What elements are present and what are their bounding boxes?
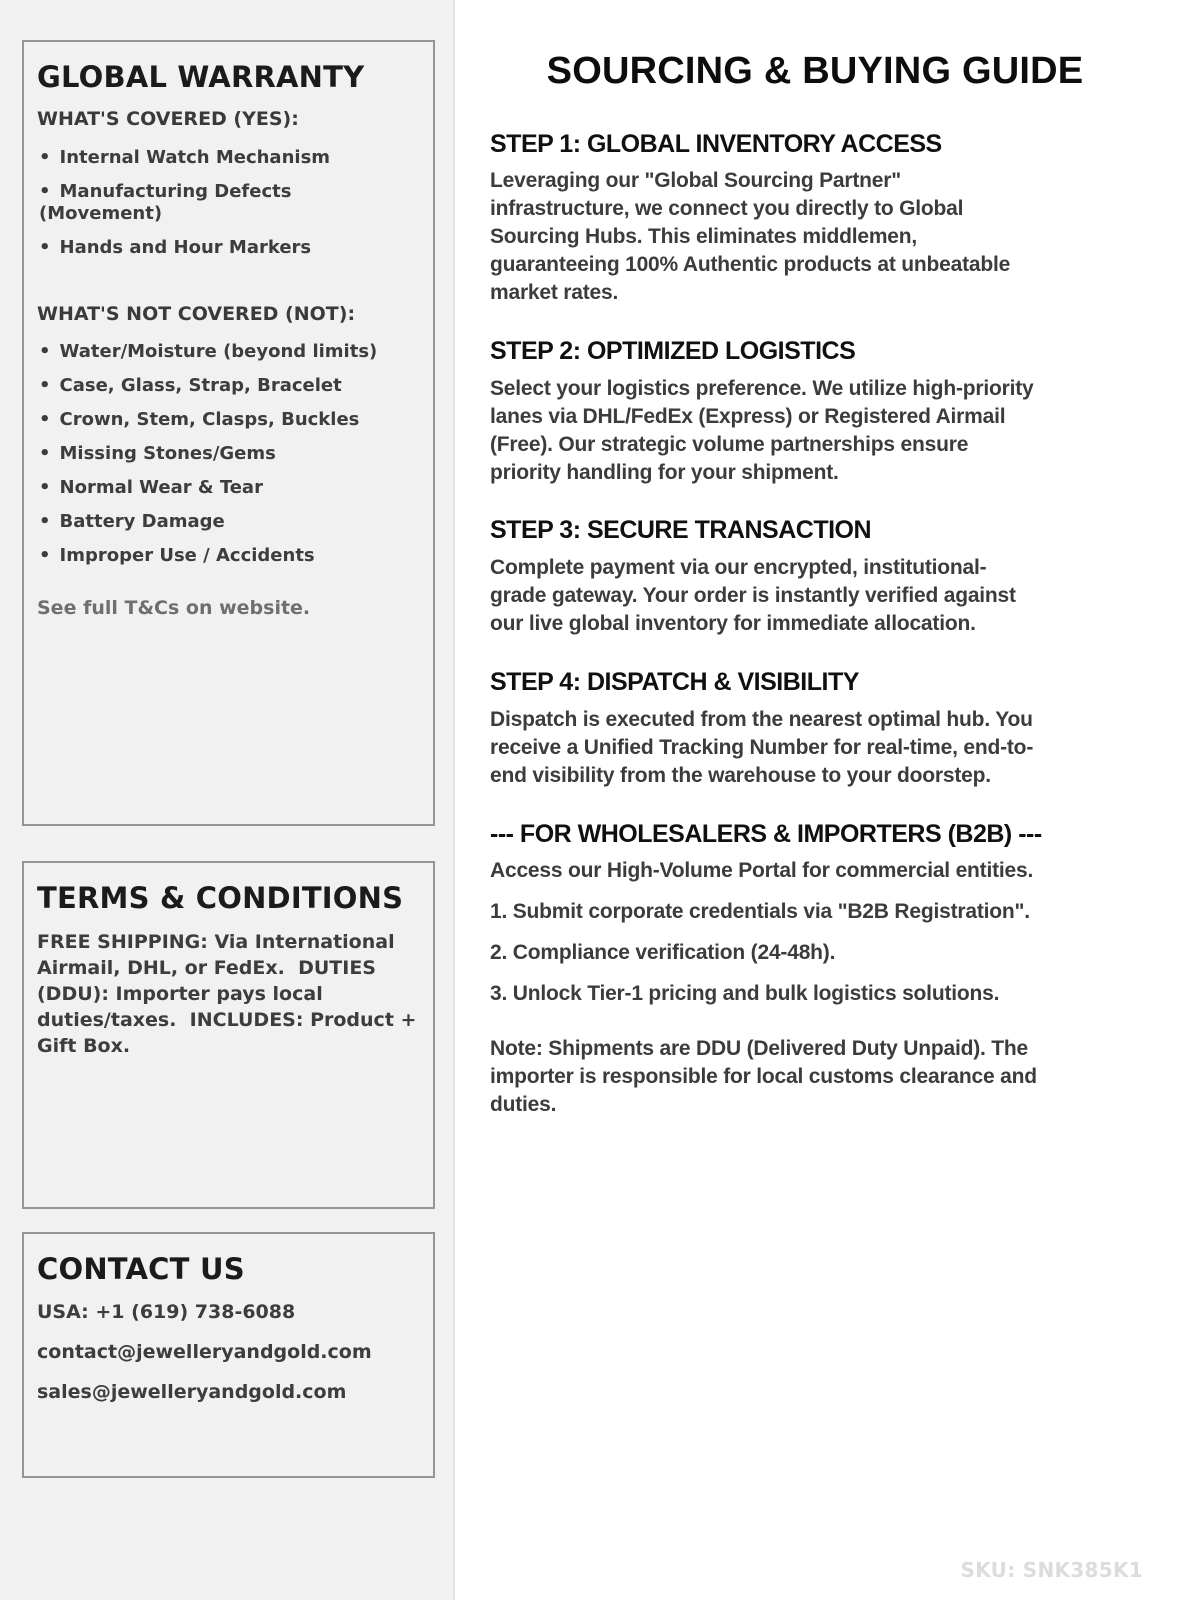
b2b-section: [490, 820, 1050, 1119]
step-1-heading: STEP 1: GLOBAL INVENTORY ACCESS: [490, 129, 942, 158]
step-3-heading: STEP 3: SECURE TRANSACTION: [490, 516, 872, 545]
step-4-body: Dispatch is executed from the nearest optimal hub. You receive a Unified Tracking Number for real-time, end-to-end visibility from the warehouse to your doorstep.: [490, 707, 1034, 787]
step-3-body: Complete payment via our encrypted, institutional-grade gateway. Your order is instantly verified against our live global inventory for immediate allocation.: [490, 556, 1016, 636]
step-4-heading: STEP 4: DISPATCH & VISIBILITY: [490, 668, 859, 696]
warranty-title: GLOBAL WARRANTY: [37, 60, 365, 94]
b2b-item-3: 3. Unlock Tier-1 pricing and bulk logistics solutions.: [490, 982, 1000, 1006]
step-3-section: [490, 516, 1050, 638]
warranty-footnote: See full T&Cs on website.: [37, 597, 311, 620]
page-title: SOURCING & BUYING GUIDE: [546, 50, 1084, 92]
contact-email-sales: sales@jewelleryandgold.com: [37, 1380, 347, 1403]
not-covered-list: [37, 341, 419, 567]
covered-item: • Hands and Hour Markers: [39, 237, 419, 259]
not-covered-title: WHAT'S NOT COVERED (NOT):: [37, 302, 356, 325]
not-covered-item: • Water/Moisture (beyond limits): [39, 341, 419, 363]
covered-item: • Internal Watch Mechanism: [39, 147, 419, 169]
terms-title: TERMS & CONDITIONS: [37, 881, 404, 915]
contact-title: CONTACT US: [37, 1252, 245, 1286]
step-2-body: Select your logistics preference. We utilize high-priority lanes via DHL/FedEx (Express) or Registered Airmail (Free). Our strategic volume partnerships ensure priority handling for your shipment.: [490, 376, 1034, 484]
not-covered-item: • Improper Use / Accidents: [39, 545, 419, 567]
b2b-note: Note: Shipments are DDU (Delivered Duty Unpaid). The importer is responsible for local customs clearance and duties.: [490, 1036, 1037, 1116]
terms-body: FREE SHIPPING: Via International Airmail, DHL, or FedEx. DUTIES (DDU): Importer pays local duties/taxes. INCLUDES: Product + Gift Box.: [37, 930, 424, 1057]
sku-label: SKU: SNK385K1: [960, 1558, 1143, 1582]
contact-email-primary: contact@jewelleryandgold.com: [37, 1340, 372, 1363]
step-4-section: [490, 668, 1050, 790]
b2b-item-2: 2. Compliance verification (24-48h).: [490, 941, 836, 965]
covered-title: WHAT'S COVERED (YES):: [37, 107, 299, 130]
covered-item: • Manufacturing Defects (Movement): [39, 181, 419, 225]
not-covered-item: • Case, Glass, Strap, Bracelet: [39, 375, 419, 397]
contact-us-panel: [22, 1232, 435, 1478]
b2b-item-1: 1. Submit corporate credentials via "B2B Registration".: [490, 900, 1030, 924]
step-1-section: [490, 130, 1050, 307]
contact-phone: USA: +1 (619) 738-6088: [37, 1300, 296, 1323]
not-covered-item: • Battery Damage: [39, 511, 419, 533]
not-covered-item: • Normal Wear & Tear: [39, 477, 419, 499]
step-2-heading: STEP 2: OPTIMIZED LOGISTICS: [490, 337, 856, 366]
step-1-body: Leveraging our "Global Sourcing Partner" infrastructure, we connect you directly to Global Sourcing Hubs. This eliminates middlemen, guaranteeing 100% Authentic products at unbeatable market rates.: [490, 169, 1011, 305]
terms-conditions-panel: [22, 861, 435, 1209]
b2b-intro: Access our High-Volume Portal for commercial entities.: [490, 859, 1034, 883]
b2b-heading: --- FOR WHOLESALERS & IMPORTERS (B2B) ---: [490, 819, 1042, 848]
global-warranty-panel: [22, 40, 435, 826]
not-covered-item: • Missing Stones/Gems: [39, 443, 419, 465]
step-2-section: [490, 337, 1050, 486]
sourcing-guide-main: [457, 0, 1200, 1600]
not-covered-item: • Crown, Stem, Clasps, Buckles: [39, 409, 419, 431]
covered-list: [37, 147, 419, 259]
info-sidebar: [0, 0, 455, 1600]
